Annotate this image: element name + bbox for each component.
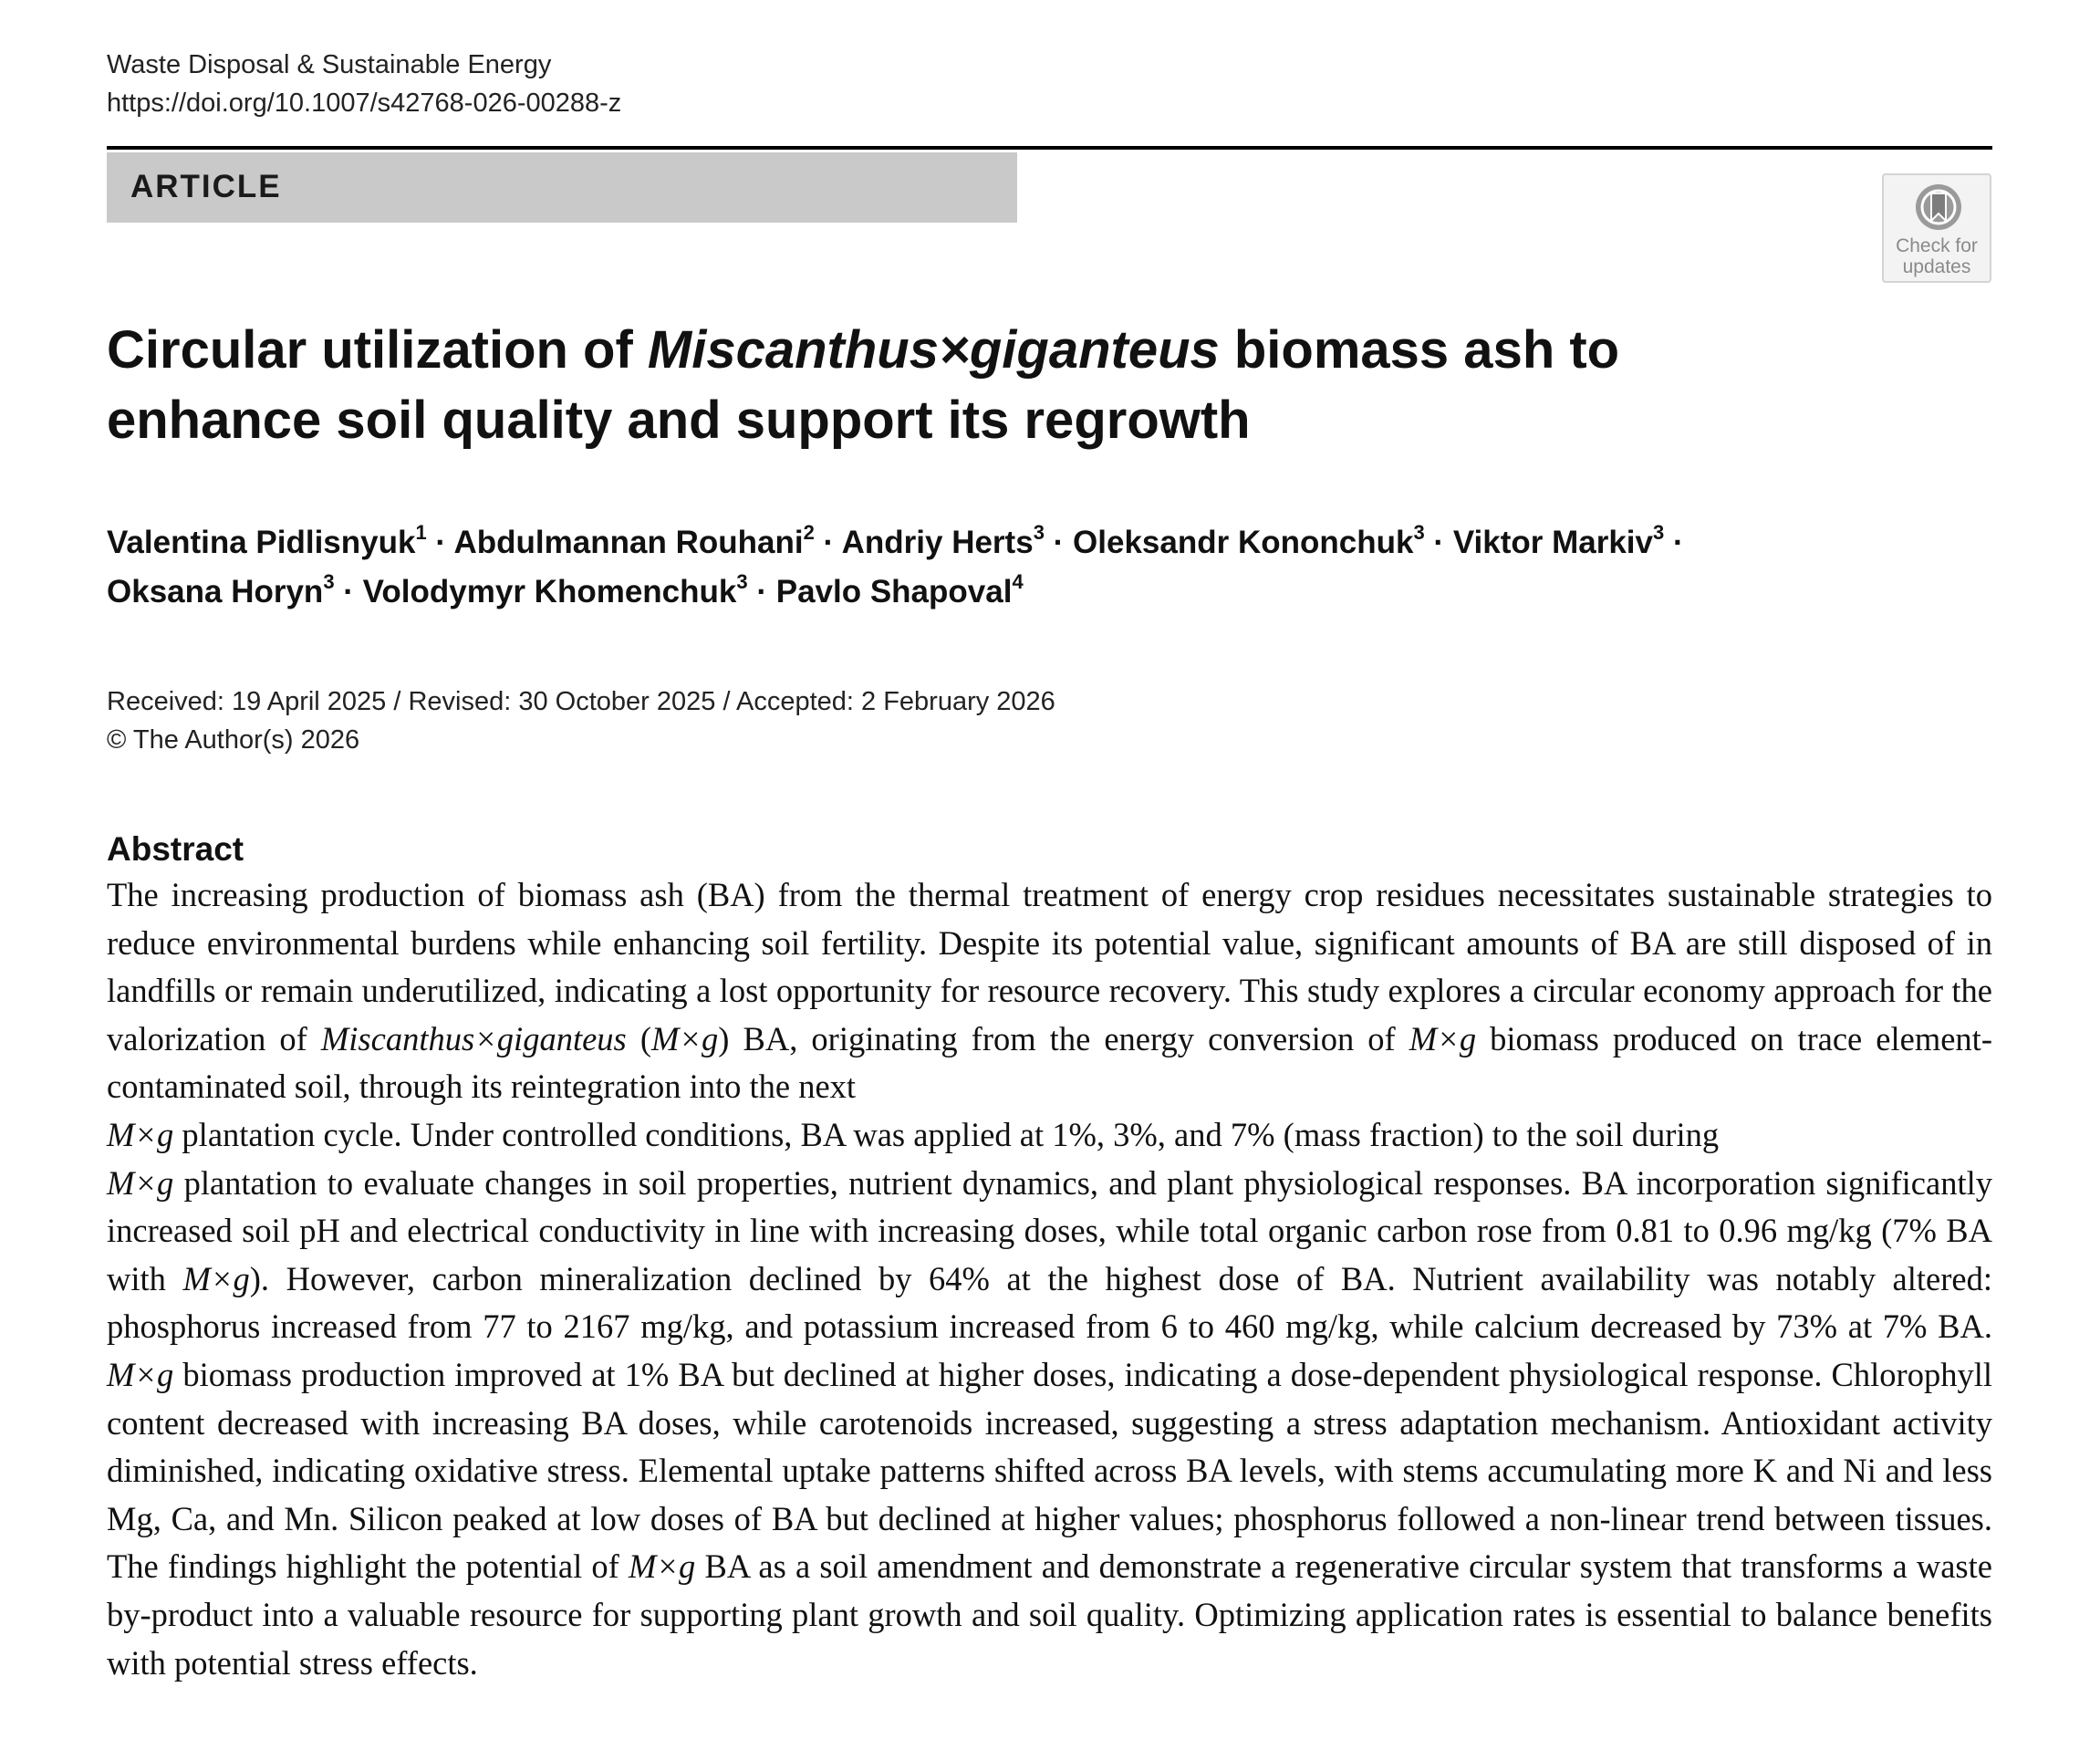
bookmark-icon (1914, 182, 1963, 232)
abstract-text: The increasing production of biomass ash (BA) from the thermal treatment of energy crop residues necessitates sustainable strategies to reduce environmental burdens while enhancing soil fertility. Despite its potential value, significant amounts of BA are still disposed of in landfills or remain underutilized, indicating a lost opportunity for resource recovery. This study explores a circular economy approach for the valorization of Miscanthus×giganteus (M×g) BA, originating from the energy conversion of M×g biomass produced on trace element-contaminated soil, through its reintegration into the next M×g plantation cycle. Under controlled conditions, BA was applied at 1%, 3%, and 7% (mass fraction) to the soil during M×g plantation to evaluate changes in soil properties, nutrient dynamics, and plant physiological responses. BA incorporation significantly increased soil pH and electrical conductivity in line with increasing doses, while total organic carbon rose from 0.81 to 0.96 mg/kg (7% BA with M×g). However, carbon mineralization declined by 64% at the highest dose of BA. Nutrient availability was notably altered: phosphorus increased from 77 to 2167 mg/kg, and potassium increased from 6 to 460 mg/kg, while calcium decreased by 73% at 7% BA. M×g biomass production improved at 1% BA but declined at higher doses, indicating a dose-dependent physiological response. Chlorophyll content decreased with increasing BA doses, while carotenoids increased, suggesting a stress adaptation mechanism. Antioxidant activity diminished, indicating oxidative stress. Elemental uptake patterns shifted across BA levels, with stems accumulating more K and Ni and less Mg, Ca, and Mn. Silicon peaked at low doses of BA but declined at higher values; phosphorus followed a non-linear trend between tissues. The findings highlight the potential of M×g BA as a soil amendment and demonstrate a regenerative circular system that transforms a waste by-product into a valuable resource for supporting plant growth and soil quality. Optimizing application rates is essential to balance benefits with potential stress effects. (107, 876, 1992, 1682)
author[interactable]: Oksana Horyn (107, 574, 324, 609)
affiliation-number: 3 (1653, 521, 1665, 545)
affiliation-number: 2 (803, 521, 815, 545)
author[interactable]: Valentina Pidlisnyuk (107, 525, 416, 560)
author-list: Valentina Pidlisnyuk$^1$ · Abdulmannan Rouhani$^2$ · Andriy Herts$^3$ · Oleksandr Kononchuk$^3$ · Viktor Markiv$^3$ · Oksana Horyn$^3$ · Volodymyr Khomenchuk$^3$ · Pavlo Shapoval$^4$ (107, 521, 1684, 609)
affiliation-number: 1 (415, 521, 427, 545)
journal-name: Waste Disposal & Sustainable Energy (107, 50, 552, 79)
abstract-heading: Abstract (107, 830, 244, 868)
species-name: Miscanthus×giganteus (647, 320, 1220, 380)
author[interactable]: Oleksandr Kononchuk (1073, 525, 1414, 560)
copyright-notice: © The Author(s) 2026 (107, 725, 360, 755)
author[interactable]: Volodymyr Khomenchuk (362, 574, 737, 609)
publication-dates (107, 682, 1055, 759)
paper-title: Circular utilization of Miscanthus×giganteus biomass ash to enhance soil quality and support its regrowth (107, 320, 1620, 450)
article-type-band (107, 152, 1017, 223)
author[interactable]: Abdulmannan Rouhani (453, 525, 804, 560)
author[interactable]: Andriy Herts (841, 525, 1034, 560)
doi-link[interactable]: https://doi.org/10.1007/s42768-026-00288-z (107, 89, 622, 118)
check-updates-text: Check for updates (1896, 235, 1978, 277)
article-type-label: ARTICLE (130, 169, 282, 204)
affiliation-number: 3 (323, 570, 335, 594)
affiliation-number: 3 (1033, 521, 1045, 545)
affiliation-number: 3 (736, 570, 748, 594)
header-rule (107, 146, 1992, 150)
date-history: Received: 19 April 2025 / Revised: 30 October 2025 / Accepted: 2 February 2026 (107, 687, 1055, 716)
check-for-updates-badge[interactable] (1882, 173, 1991, 283)
author[interactable]: Pavlo Shapoval (775, 574, 1013, 609)
journal-header (107, 46, 621, 122)
affiliation-number: 3 (1413, 521, 1425, 545)
affiliation-number: 4 (1012, 570, 1024, 594)
author[interactable]: Viktor Markiv (1452, 525, 1653, 560)
